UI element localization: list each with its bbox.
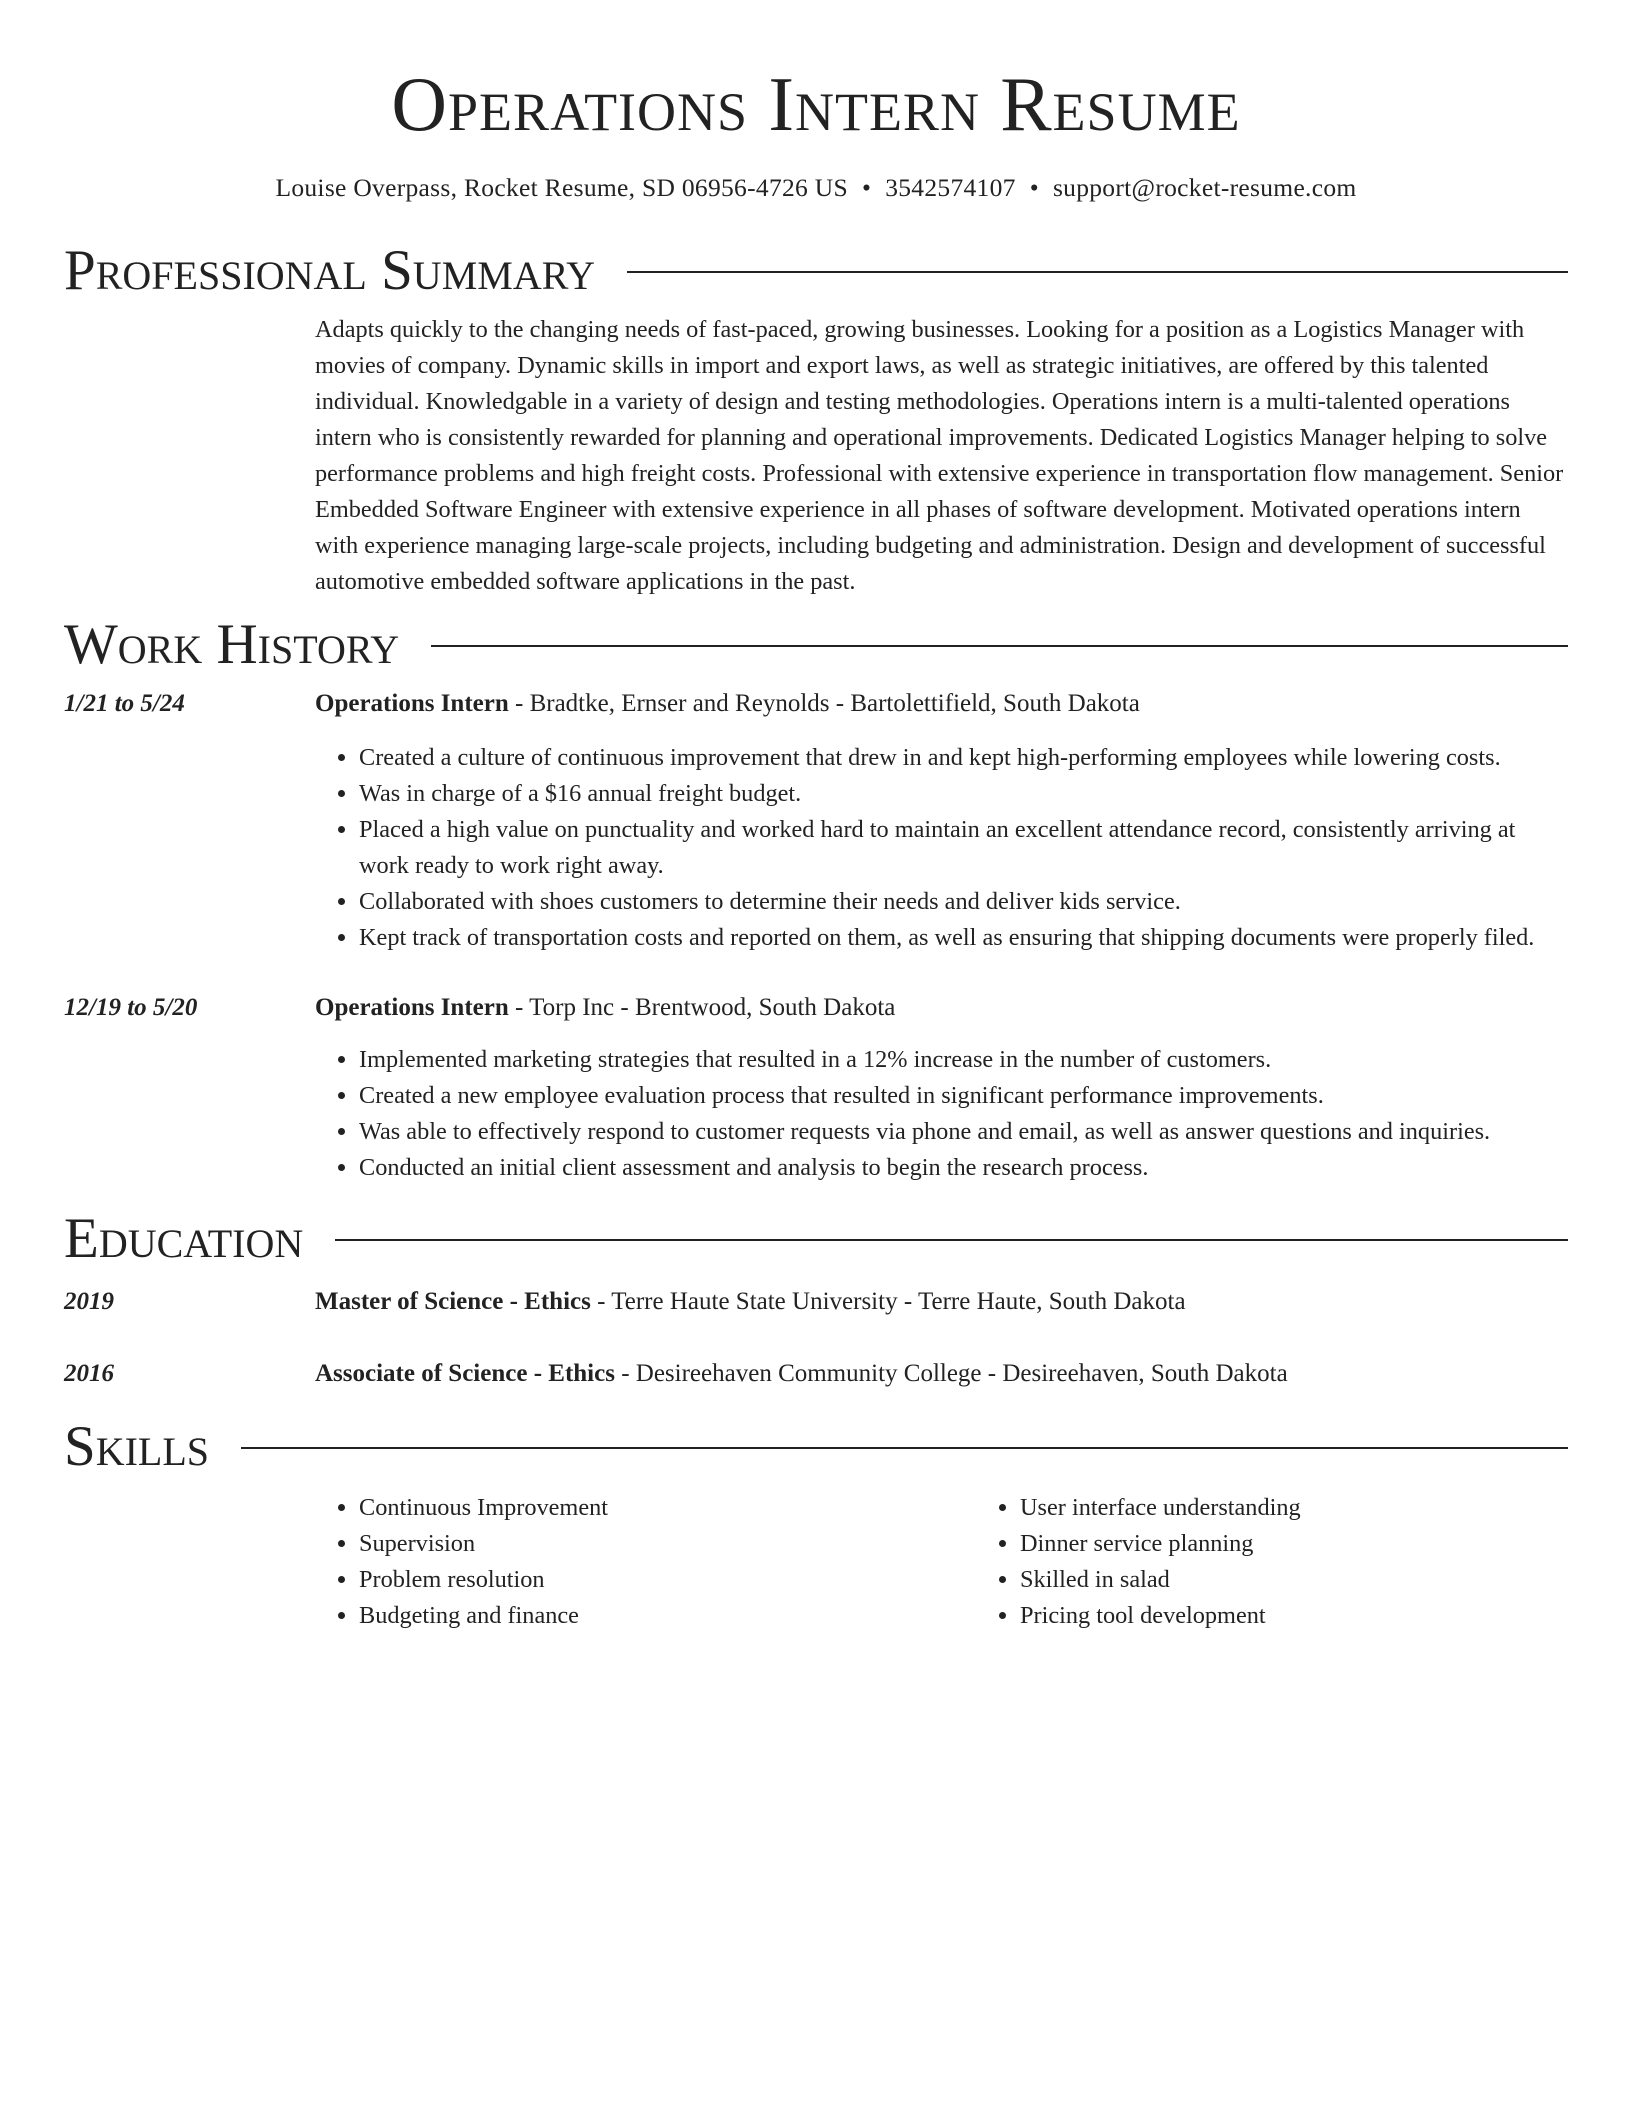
- skill-item: • Budgeting and finance: [359, 1598, 976, 1634]
- skills-columns: [315, 1490, 1632, 1634]
- list-item: • Kept track of transportation costs and reported on them, as well as ensuring that shipping documents were properly filed.: [359, 920, 1568, 956]
- skills-heading: Skills: [64, 1415, 210, 1478]
- job-entry: [64, 990, 1568, 1186]
- skills-row: [64, 1490, 1568, 1634]
- skills-spacer: [64, 1490, 315, 1634]
- summary-row: [64, 312, 1568, 600]
- skills-list-right: [976, 1490, 1632, 1634]
- education-line: [315, 1284, 1568, 1320]
- contact-address: Louise Overpass, Rocket Resume, SD 06956-4726 US: [275, 173, 848, 202]
- separator-dot: •: [1029, 173, 1039, 202]
- job-headline: [315, 686, 1568, 722]
- education-line: [315, 1356, 1568, 1392]
- summary-section-header: [64, 238, 1568, 304]
- contact-line: [64, 172, 1568, 204]
- section-divider: [627, 271, 1568, 273]
- skill-item: • Problem resolution: [359, 1562, 976, 1598]
- job-headline: [315, 990, 1568, 1026]
- summary-body: [315, 312, 1568, 600]
- education-year: 2016: [64, 1360, 114, 1387]
- resume-title: Operations Intern Resume: [391, 61, 1241, 147]
- contact-phone: 3542574107: [885, 173, 1016, 202]
- summary-heading: Professional Summary: [64, 239, 596, 302]
- skill-item: • Continuous Improvement: [359, 1490, 976, 1526]
- contact-email: support@rocket-resume.com: [1052, 173, 1357, 202]
- education-year: 2019: [64, 1288, 114, 1315]
- job-title: Operations Intern: [315, 690, 509, 717]
- list-item: • Was able to effectively respond to customer requests via phone and email, as well as answer questions and inquiries.: [359, 1114, 1568, 1150]
- list-item: • Implemented marketing strategies that resulted in a 12% increase in the number of customers.: [359, 1042, 1568, 1078]
- job-content: [315, 686, 1568, 956]
- job-entry: [64, 686, 1568, 956]
- job-bullet-list: [315, 740, 1568, 956]
- work-heading: Work History: [64, 613, 400, 676]
- education-entry: [64, 1284, 1568, 1320]
- skill-item: • Supervision: [359, 1526, 976, 1562]
- education-heading: Education: [64, 1207, 304, 1270]
- summary-text: Adapts quickly to the changing needs of fast-paced, growing businesses. Looking for a position as a Logistics Manager with movies of company. Dynamic skills in import and export laws, as well as strategic initiatives, are offered by this talented individual. Knowledgable in a variety of design and testing methodologies. Operations intern is a multi-talented operations intern who is consistently rewarded for planning and operational improvements. Dedicated Logistics Manager helping to solve performance problems and high freight costs. Professional with extensive experience in transportation flow management. Senior Embedded Software Engineer with extensive experience in all phases of software development. Motivated operations intern with experience managing large-scale projects, including budgeting and administration. Design and development of successful automotive embedded software applications in the past.: [315, 316, 1564, 595]
- list-item: • Created a new employee evaluation process that resulted in significant performance improvements.: [359, 1078, 1568, 1114]
- list-item: • Was in charge of a $16 annual freight budget.: [359, 776, 1568, 812]
- skills-list-left: [315, 1490, 976, 1634]
- list-item: • Placed a high value on punctuality and worked hard to maintain an excellent attendance record, consistently arriving at work ready to work right away.: [359, 812, 1568, 884]
- education-entry: [64, 1356, 1568, 1392]
- list-item: • Conducted an initial client assessment and analysis to begin the research process.: [359, 1150, 1568, 1186]
- separator-dot: •: [861, 173, 872, 202]
- list-item: • Created a culture of continuous improvement that drew in and kept high-performing employees while lowering costs.: [359, 740, 1568, 776]
- job-content: [315, 990, 1568, 1186]
- job-bullet-list: [315, 1042, 1568, 1186]
- job-details: - Bradtke, Ernser and Reynolds - Bartolettifield, South Dakota: [508, 690, 1140, 717]
- skills-section-header: [64, 1414, 1568, 1480]
- job-title: Operations Intern: [315, 994, 509, 1021]
- job-dates: 12/19 to 5/20: [64, 994, 198, 1021]
- skill-item: • Pricing tool development: [1020, 1598, 1632, 1634]
- work-section-header: [64, 612, 1568, 678]
- list-item: • Collaborated with shoes customers to determine their needs and deliver kids service.: [359, 884, 1568, 920]
- skill-item: • Dinner service planning: [1020, 1526, 1632, 1562]
- degree-name: Associate of Science - Ethics: [315, 1360, 615, 1387]
- education-details: - Desireehaven Community College - Desireehaven, South Dakota: [614, 1360, 1288, 1387]
- section-divider: [335, 1239, 1568, 1241]
- job-dates: 1/21 to 5/24: [64, 690, 185, 717]
- degree-name: Master of Science - Ethics: [315, 1288, 591, 1315]
- resume-page: [64, 0, 1568, 1634]
- summary-spacer: [64, 312, 315, 600]
- skill-item: • Skilled in salad: [1020, 1562, 1632, 1598]
- job-details: - Torp Inc - Brentwood, South Dakota: [508, 994, 896, 1021]
- section-divider: [241, 1447, 1568, 1449]
- education-details: - Terre Haute State University - Terre Haute, South Dakota: [590, 1288, 1186, 1315]
- section-divider: [431, 645, 1568, 647]
- skill-item: • User interface understanding: [1020, 1490, 1632, 1526]
- education-section-header: [64, 1206, 1568, 1272]
